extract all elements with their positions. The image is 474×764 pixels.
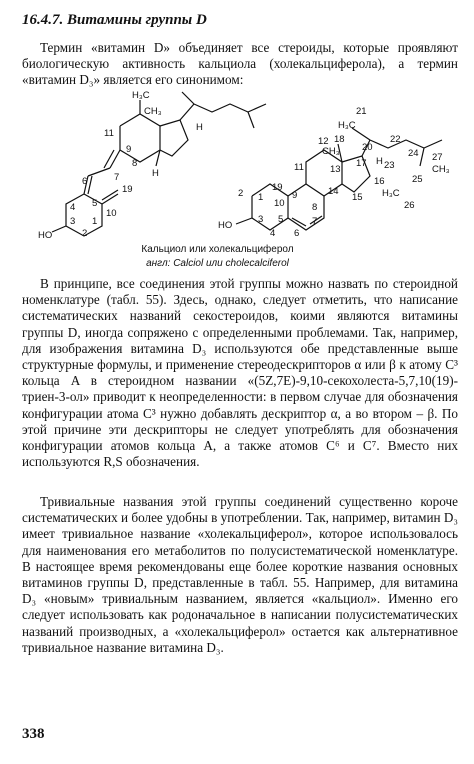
left-label-1: 1 — [92, 216, 98, 227]
left-label-ho: HO — [38, 230, 53, 241]
right-label-19: 19 — [272, 182, 283, 193]
right-label-ho: HO — [218, 220, 233, 231]
right-label-25: 25 — [412, 174, 423, 185]
left-label-11: 11 — [104, 128, 114, 139]
section-heading: 16.4.7. Витамины группы D — [22, 12, 207, 28]
right-label-26: 26 — [404, 200, 415, 211]
left-label-h-8: H — [152, 168, 159, 179]
right-label-h: H — [376, 156, 383, 167]
right-label-23: 23 — [384, 160, 395, 171]
right-label-ch3-b: CH₃ — [432, 164, 450, 175]
right-label-9: 9 — [292, 190, 298, 201]
right-label-22: 22 — [390, 134, 401, 145]
right-label-20: 20 — [362, 142, 373, 153]
paragraph-trivial-names: Тривиальные названия этой группы соединений существенно короче систематических и более удобны в употреблении. Так, например, витамин D₃ имеет тривиальное название «холекальциферол», которое использовалось для наименования его метаболитов по полусистематической номенклатуре. В настоящее время рекомендованы еще более короткие названия основных витаминов группы D, представленные в табл. 55. Например, для витамина D₃ «новым» тривиальным названием, является «кальциол». Именно его следует использовать как родоначальное в написании полусистематических названий производных, а «холекальциферол» остается как альтернативное тривиальное название витамина D₃. — [22, 494, 458, 655]
page-number: 338 — [22, 726, 45, 742]
left-label-8: 8 — [132, 158, 138, 169]
figure-caption-en — [95, 258, 340, 269]
left-label-10: 10 — [106, 208, 117, 219]
caption-en-text: англ: Calciol или cholecalciferol — [146, 258, 289, 269]
left-label-2: 2 — [82, 228, 88, 239]
right-label-13: 13 — [330, 164, 341, 175]
right-label-15: 15 — [352, 192, 363, 203]
right-label-h3c-b: H₃C — [382, 188, 400, 199]
left-structure-labels — [38, 90, 203, 241]
cholecalciferol-structures — [22, 84, 458, 244]
paragraph-nomenclature: В принципе, все соединения этой группы можно назвать по стероидной номенклатуре (табл. 55). Здесь, однако, следует отметить, что написание систематических названий секостероидов, коими являются витамины группы D, иногда сопряжено с определенными проблемами. Так, например, для изображения витамина D₃ используются обе представленные выше структурные формулы, и применение стереодескрипторов α или β к атому C³ кольца A в стероидном названии «(5Z,7E)-9,10-секохолеста-5,7,10(19)-триен-3-ол» приводит к неопределенности: в первом случае для обозначения конфигурации атома C³ нужно добавлять дескриптор α, а во втором – β. По этой причине эти дескрипторы не следует употреблять для обозначения конфигурации атомов кольца A, а также атомов C⁶ и C⁷. Вместо них используются R,S обозначения. — [22, 276, 458, 470]
left-label-h: H — [196, 122, 203, 133]
right-label-18: 18 — [334, 134, 345, 145]
left-label-3: 3 — [70, 216, 76, 227]
right-label-17: 17 — [356, 158, 367, 169]
left-label-9: 9 — [126, 144, 132, 155]
right-label-2: 2 — [238, 188, 244, 199]
right-label-11: 11 — [294, 162, 304, 173]
right-label-1: 1 — [258, 192, 264, 203]
right-label-8: 8 — [312, 202, 318, 213]
left-label-ch3: CH₃ — [144, 106, 162, 117]
right-label-5: 5 — [278, 214, 284, 225]
right-label-16: 16 — [374, 176, 385, 187]
right-label-7: 7 — [312, 216, 318, 227]
right-label-24: 24 — [408, 148, 419, 159]
left-label-19: 19 — [122, 184, 133, 195]
left-label-h3c: H₃C — [132, 90, 150, 101]
left-label-5: 5 — [92, 198, 98, 209]
right-label-h3c: H₃C — [338, 120, 356, 131]
right-label-4: 4 — [270, 228, 276, 239]
left-label-6: 6 — [82, 176, 88, 187]
right-label-ch3: CH₃ — [322, 146, 340, 157]
right-label-10: 10 — [274, 198, 285, 209]
right-label-27: 27 — [432, 152, 443, 163]
paragraph-intro: Термин «витамин D» объединяет все стероиды, которые проявляют биологическую активность кальциола (холекальциферола), а термин «витамин D₃» является его синонимом: — [22, 40, 458, 88]
left-label-4: 4 — [70, 202, 76, 213]
left-label-7: 7 — [114, 172, 120, 183]
right-label-3: 3 — [258, 214, 264, 225]
right-label-21: 21 — [356, 106, 367, 117]
right-label-14: 14 — [328, 186, 339, 197]
right-label-6: 6 — [294, 228, 300, 239]
figure-caption-ru: Кальциол или холекальциферол — [141, 244, 294, 255]
right-label-12: 12 — [318, 136, 329, 147]
